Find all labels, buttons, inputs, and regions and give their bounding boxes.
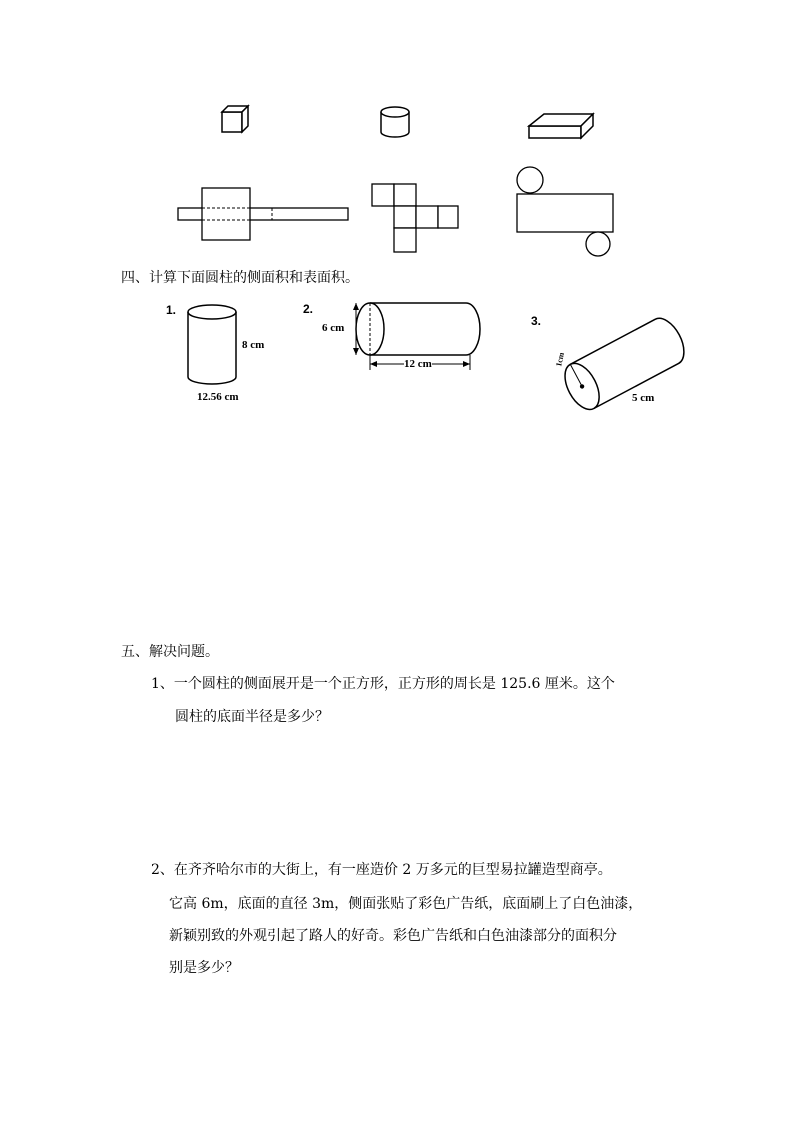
problem-2-line-3: 新颖别致的外观引起了路人的好奇。彩色广告纸和白色油漆部分的面积分 bbox=[169, 928, 617, 944]
section-4-title: 四、计算下面圆柱的侧面积和表面积。 bbox=[121, 270, 359, 286]
short-cylinder-solid bbox=[378, 104, 412, 140]
cylinder-net bbox=[512, 164, 620, 260]
figure-3-length-label: 5 cm bbox=[632, 392, 655, 404]
figure-2-diameter-label: 6 cm bbox=[322, 322, 345, 334]
cube-solid bbox=[218, 102, 252, 136]
problem-2-line-4: 别是多少？ bbox=[169, 960, 239, 976]
strip-net bbox=[176, 186, 351, 242]
problem-2-line-1: 2、在齐齐哈尔市的大街上，有一座造价 2 万多元的巨型易拉罐造型商亭。 bbox=[151, 862, 612, 878]
figure-1-cylinder bbox=[185, 303, 239, 387]
figure-3-number: 3. bbox=[531, 314, 542, 328]
figure-2-number: 2. bbox=[303, 302, 314, 316]
figure-2-length-label: 12 cm bbox=[404, 358, 432, 370]
problem-1-line-2: 圆柱的底面半径是多少？ bbox=[175, 709, 329, 725]
cube-net bbox=[370, 182, 462, 254]
section-5-title: 五、解决问题。 bbox=[121, 644, 219, 660]
figure-1-height-label: 8 cm bbox=[242, 339, 265, 351]
figure-3-radius-label: 1cm bbox=[554, 351, 566, 368]
problem-1-line-1: 1、一个圆柱的侧面展开是一个正方形，正方形的周长是 125.6 厘米。这个 bbox=[151, 676, 615, 692]
figure-3-cylinder bbox=[548, 310, 698, 408]
problem-2-line-2: 它高 6m，底面的直径 3m，侧面张贴了彩色广告纸，底面刷上了白色油漆， bbox=[169, 896, 643, 912]
figure-1-number: 1. bbox=[166, 303, 177, 317]
figure-1-circumference-label: 12.56 cm bbox=[197, 391, 239, 403]
flat-box-solid bbox=[526, 110, 596, 142]
